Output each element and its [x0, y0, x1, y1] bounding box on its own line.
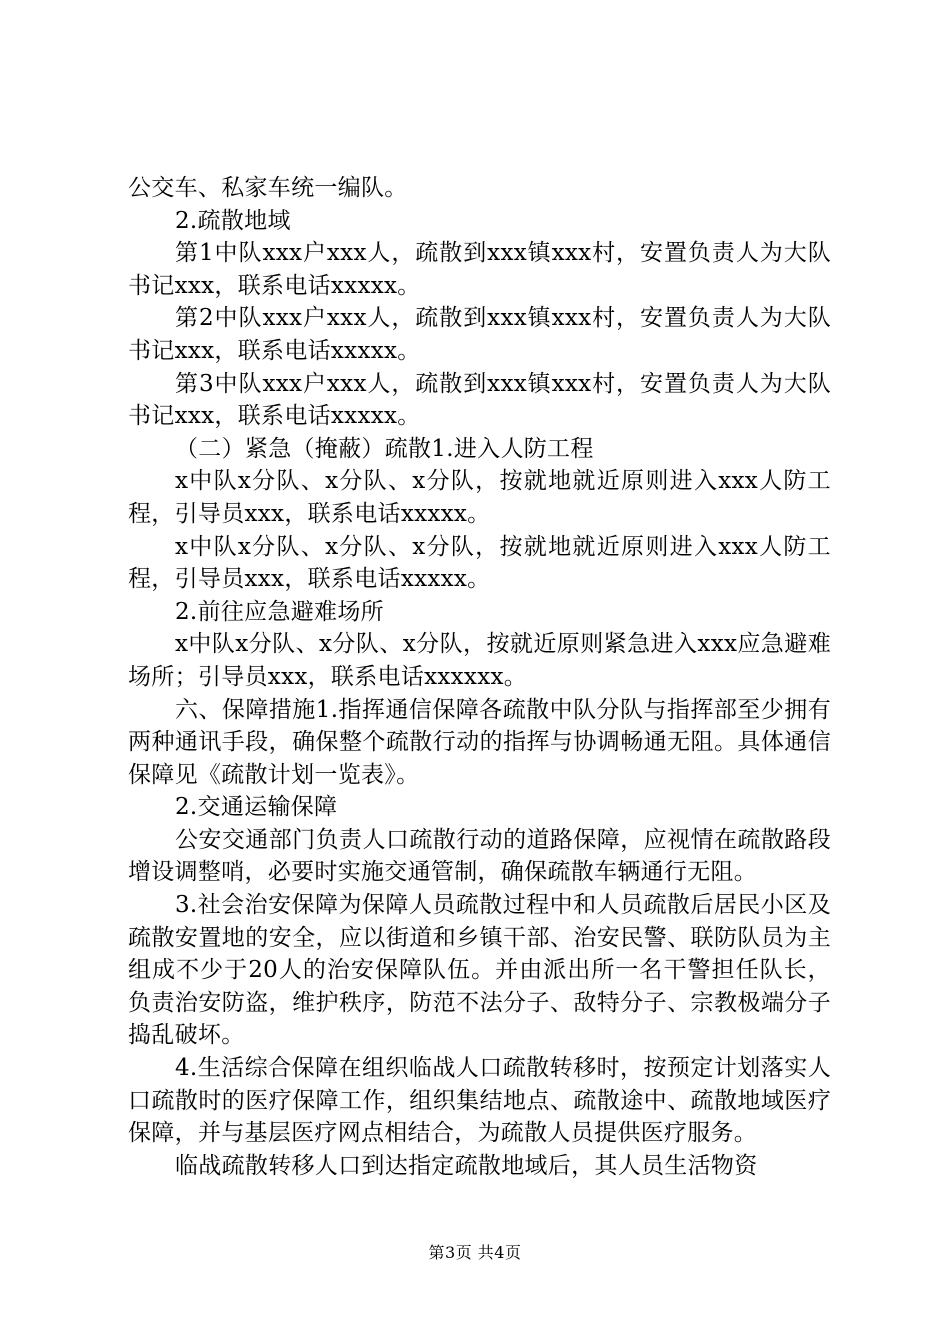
paragraph-squad-2: 第2中队xxx户xxx人，疏散到xxx镇xxx村，安置负责人为大队书记xxx，联系电话xxxxx。	[128, 305, 831, 364]
paragraph-living-supplies: 临战疏散转移人口到达指定疏散地域后，其人员生活物资	[175, 1152, 758, 1179]
paragraph-living-support: 4.生活综合保障在组织临战人口疏散转移时，按预定计划落实人口疏散时的医疗保障工作，组织集结地点、疏散途中、疏散地域医疗保障，并与基层医疗网点相结合，为疏散人员提供医疗服务。	[128, 1055, 831, 1147]
paragraph-security-support: 3.社会治安保障为保障人员疏散过程中和人员疏散后居民小区及疏散安置地的安全，应以街道和乡镇干部、治安民警、联防队员为主组成不少于20人的治安保障队伍。并由派出所一名干警担任队长，负责治安防盗，维护秩序，防范不法分子、敌特分子、宗教极端分子捣乱破坏。	[128, 892, 831, 1049]
page-footer: 第3页 共4页	[428, 1243, 522, 1262]
paragraph-support-measures: 六、保障措施1.指挥通信保障各疏散中队分队与指挥部至少拥有两种通讯手段，确保整个疏散行动的指挥与协调畅通无阻。具体通信保障见《疏散计划一览表》。	[128, 696, 831, 788]
paragraph-shelter-1: x中队x分队、x分队、x分队，按就地就近原则进入xxx人防工程，引导员xxx，联系电话xxxxx。	[128, 468, 831, 527]
paragraph-squad-3: 第3中队xxx户xxx人，疏散到xxx镇xxx村，安置负责人为大队书记xxx，联系电话xxxxx。	[128, 370, 831, 430]
heading-emergency-refuge: 2.前往应急避难场所	[175, 598, 384, 625]
paragraph-shelter-2: x中队x分队、x分队、x分队，按就地就近原则进入xxx人防工程，引导员xxx，联系电话xxxxx。	[128, 533, 831, 593]
paragraph-refuge: x中队x分队、x分队、x分队，按就近原则紧急进入xxx应急避难场所；引导员xxx，联系电话xxxxxx。	[128, 631, 831, 690]
paragraph-traffic-support: 公安交通部门负责人口疏散行动的道路保障，应视情在疏散路段增设调整哨，必要时实施交通管制，确保疏散车辆通行无阻。	[128, 826, 831, 886]
heading-evacuation-area: 2.疏散地域	[175, 207, 291, 234]
heading-emergency-evacuation: （二）紧急（掩蔽）疏散1.进入人防工程	[175, 435, 594, 462]
heading-traffic-support: 2.交通运输保障	[175, 794, 338, 821]
document-body	[128, 172, 831, 1182]
paragraph-transport-formation: 公交车、私家车统一编队。	[128, 175, 408, 201]
paragraph-squad-1: 第1中队xxx户xxx人，疏散到xxx镇xxx村，安置负责人为大队书记xxx，联系电话xxxxx。	[128, 240, 831, 299]
